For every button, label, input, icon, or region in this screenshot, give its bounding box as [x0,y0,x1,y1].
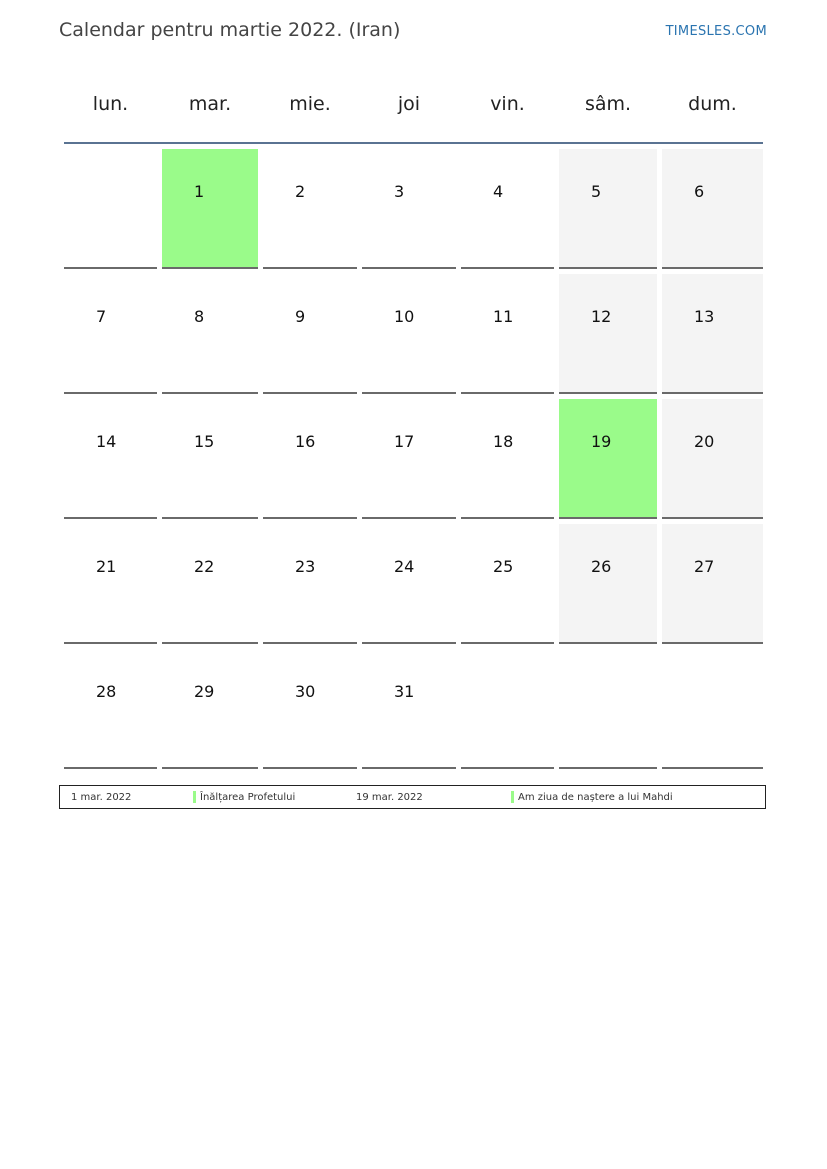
day-number: 31 [394,682,415,701]
legend-date: 19 mar. 2022 [356,792,423,803]
day-cell [162,399,258,519]
day-number: 25 [493,557,514,576]
day-number: 1 [194,182,205,201]
day-number: 9 [295,307,306,326]
holiday-color-marker [511,791,514,803]
day-number: 2 [295,182,306,201]
day-number: 20 [694,432,715,451]
weekday-label: mar. [188,93,232,115]
day-cell [461,524,554,644]
day-cell [64,274,157,394]
legend-date: 1 mar. 2022 [71,792,132,803]
day-cell [263,524,357,644]
weekday-label: sâm. [584,93,632,115]
day-cell [162,524,258,644]
day-number: 22 [194,557,215,576]
day-cell [64,649,157,769]
empty-day-cell [64,149,157,269]
day-cell [559,399,657,519]
day-cell [559,274,657,394]
weekday-label: dum. [688,93,737,115]
weekday-label: mie. [289,93,331,115]
day-cell [263,399,357,519]
day-cell [362,649,456,769]
legend-holiday-label: Am ziua de naștere a lui Mahdi [518,792,673,803]
legend-holiday-label: Înălțarea Profetului [200,792,296,803]
header-divider [64,142,763,144]
day-cell [662,149,763,269]
day-cell [263,274,357,394]
day-number: 14 [96,432,117,451]
day-cell [162,149,258,269]
day-cell [263,649,357,769]
day-number: 30 [295,682,316,701]
day-cell [662,399,763,519]
day-number: 8 [194,307,205,326]
day-number: 10 [394,307,415,326]
day-number: 17 [394,432,415,451]
day-cell [362,399,456,519]
weekday-label: joi [397,93,421,115]
day-cell [64,399,157,519]
day-cell [362,524,456,644]
day-number: 21 [96,557,117,576]
holiday-color-marker [193,791,196,803]
day-number: 15 [194,432,215,451]
day-number: 23 [295,557,316,576]
day-number: 16 [295,432,316,451]
day-number: 12 [591,307,612,326]
day-number: 29 [194,682,215,701]
day-number: 11 [493,307,514,326]
empty-day-cell [662,649,763,769]
day-number: 6 [694,182,705,201]
weekday-label: lun. [92,93,129,115]
empty-day-cell [461,649,554,769]
day-cell [64,524,157,644]
day-number: 5 [591,182,602,201]
legend-holiday-name [193,792,295,803]
weekday-header-row [64,80,763,128]
day-number: 26 [591,557,612,576]
day-cell [362,274,456,394]
day-number: 19 [591,432,612,451]
day-cell [162,649,258,769]
page-title: Calendar pentru martie 2022. (Iran) [59,19,401,41]
weekday-label: vin. [490,93,525,115]
day-cell [662,524,763,644]
day-number: 3 [394,182,405,201]
day-number: 18 [493,432,514,451]
day-cell [559,149,657,269]
day-number: 28 [96,682,117,701]
empty-day-cell [559,649,657,769]
day-cell [461,149,554,269]
day-cell [461,274,554,394]
legend-holiday-name [511,792,673,803]
day-cell [162,274,258,394]
day-number: 7 [96,307,107,326]
site-link[interactable]: TIMESLES.COM [665,24,767,39]
day-number: 13 [694,307,715,326]
day-cell [559,524,657,644]
day-number: 27 [694,557,715,576]
day-cell [263,149,357,269]
calendar-grid [64,149,763,769]
day-number: 24 [394,557,415,576]
holiday-legend [59,785,766,809]
day-cell [662,274,763,394]
day-number: 4 [493,182,504,201]
day-cell [362,149,456,269]
day-cell [461,399,554,519]
